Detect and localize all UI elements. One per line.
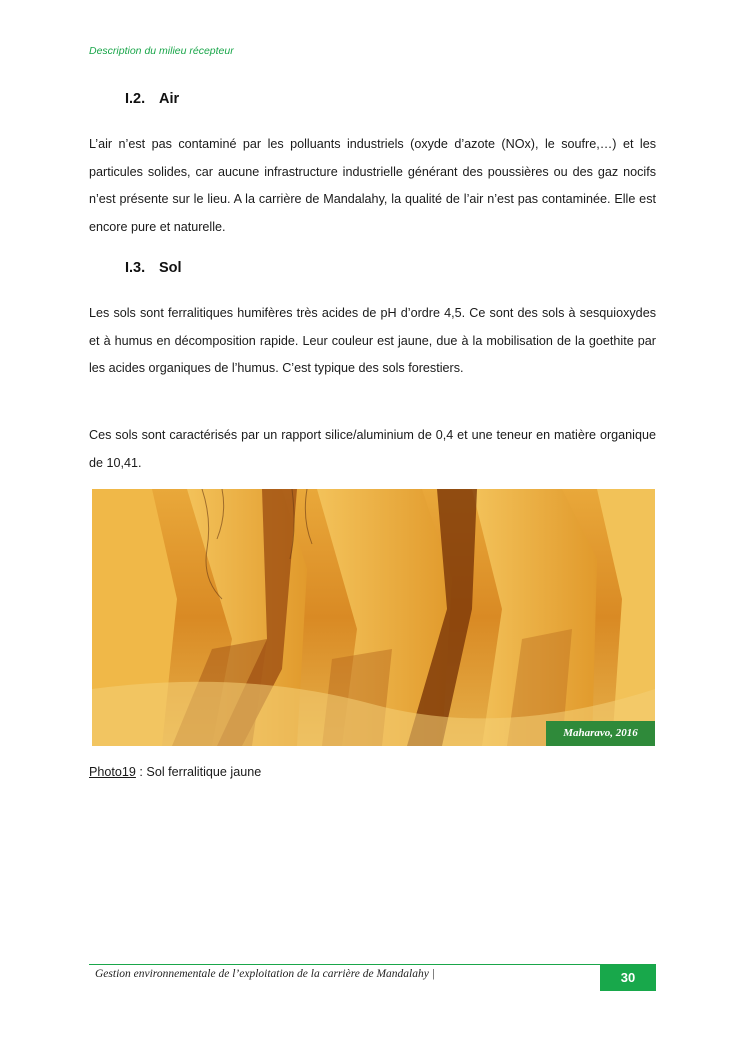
photo-credit: Maharavo, 2016 [546,721,655,746]
footer-title: Gestion environnementale de l’exploitation de la carrière de Mandalahy | [95,968,435,980]
footer-divider [89,964,656,965]
paragraph-air: L’air n’est pas contaminé par les polluants industriels (oxyde d’azote (NOx), le soufre,…) et les particules solides, car aucune infrastructure industrielle générant des poussières ou des gaz nocifs n’est présente sur le lieu. A la carrière de Mandalahy, la qualité de l’air n’est pas contaminée. Elle est encore pure et naturelle. [89,137,656,234]
section-title: Sol [159,260,182,276]
running-header: Description du milieu récepteur [89,45,234,57]
photo-caption [89,765,261,779]
soil-photo [92,489,655,746]
section-heading-sol [125,260,182,276]
page-number-badge: 30 [600,965,656,991]
section-number: I.2. [125,91,146,107]
caption-text: : Sol ferralitique jaune [135,765,262,779]
section-number: I.3. [125,260,146,276]
paragraph-sol-2: Ces sols sont caractérisés par un rapport silice/aluminium de 0,4 et une teneur en matière organique de 10,41. [89,428,656,470]
section-heading-air [125,91,179,107]
section-title: Air [159,91,180,107]
soil-photo-illustration [92,489,655,746]
photo-reference: Photo19 [89,765,136,779]
paragraph-sol-1: Les sols sont ferralitiques humifères très acides de pH d’ordre 4,5. Ce sont des sols à sesquioxydes et à humus en décomposition rapide. Leur couleur est jaune, due à la mobilisation de la goethite par les acides organiques de l’humus. C’est typique des sols forestiers. [89,306,656,375]
